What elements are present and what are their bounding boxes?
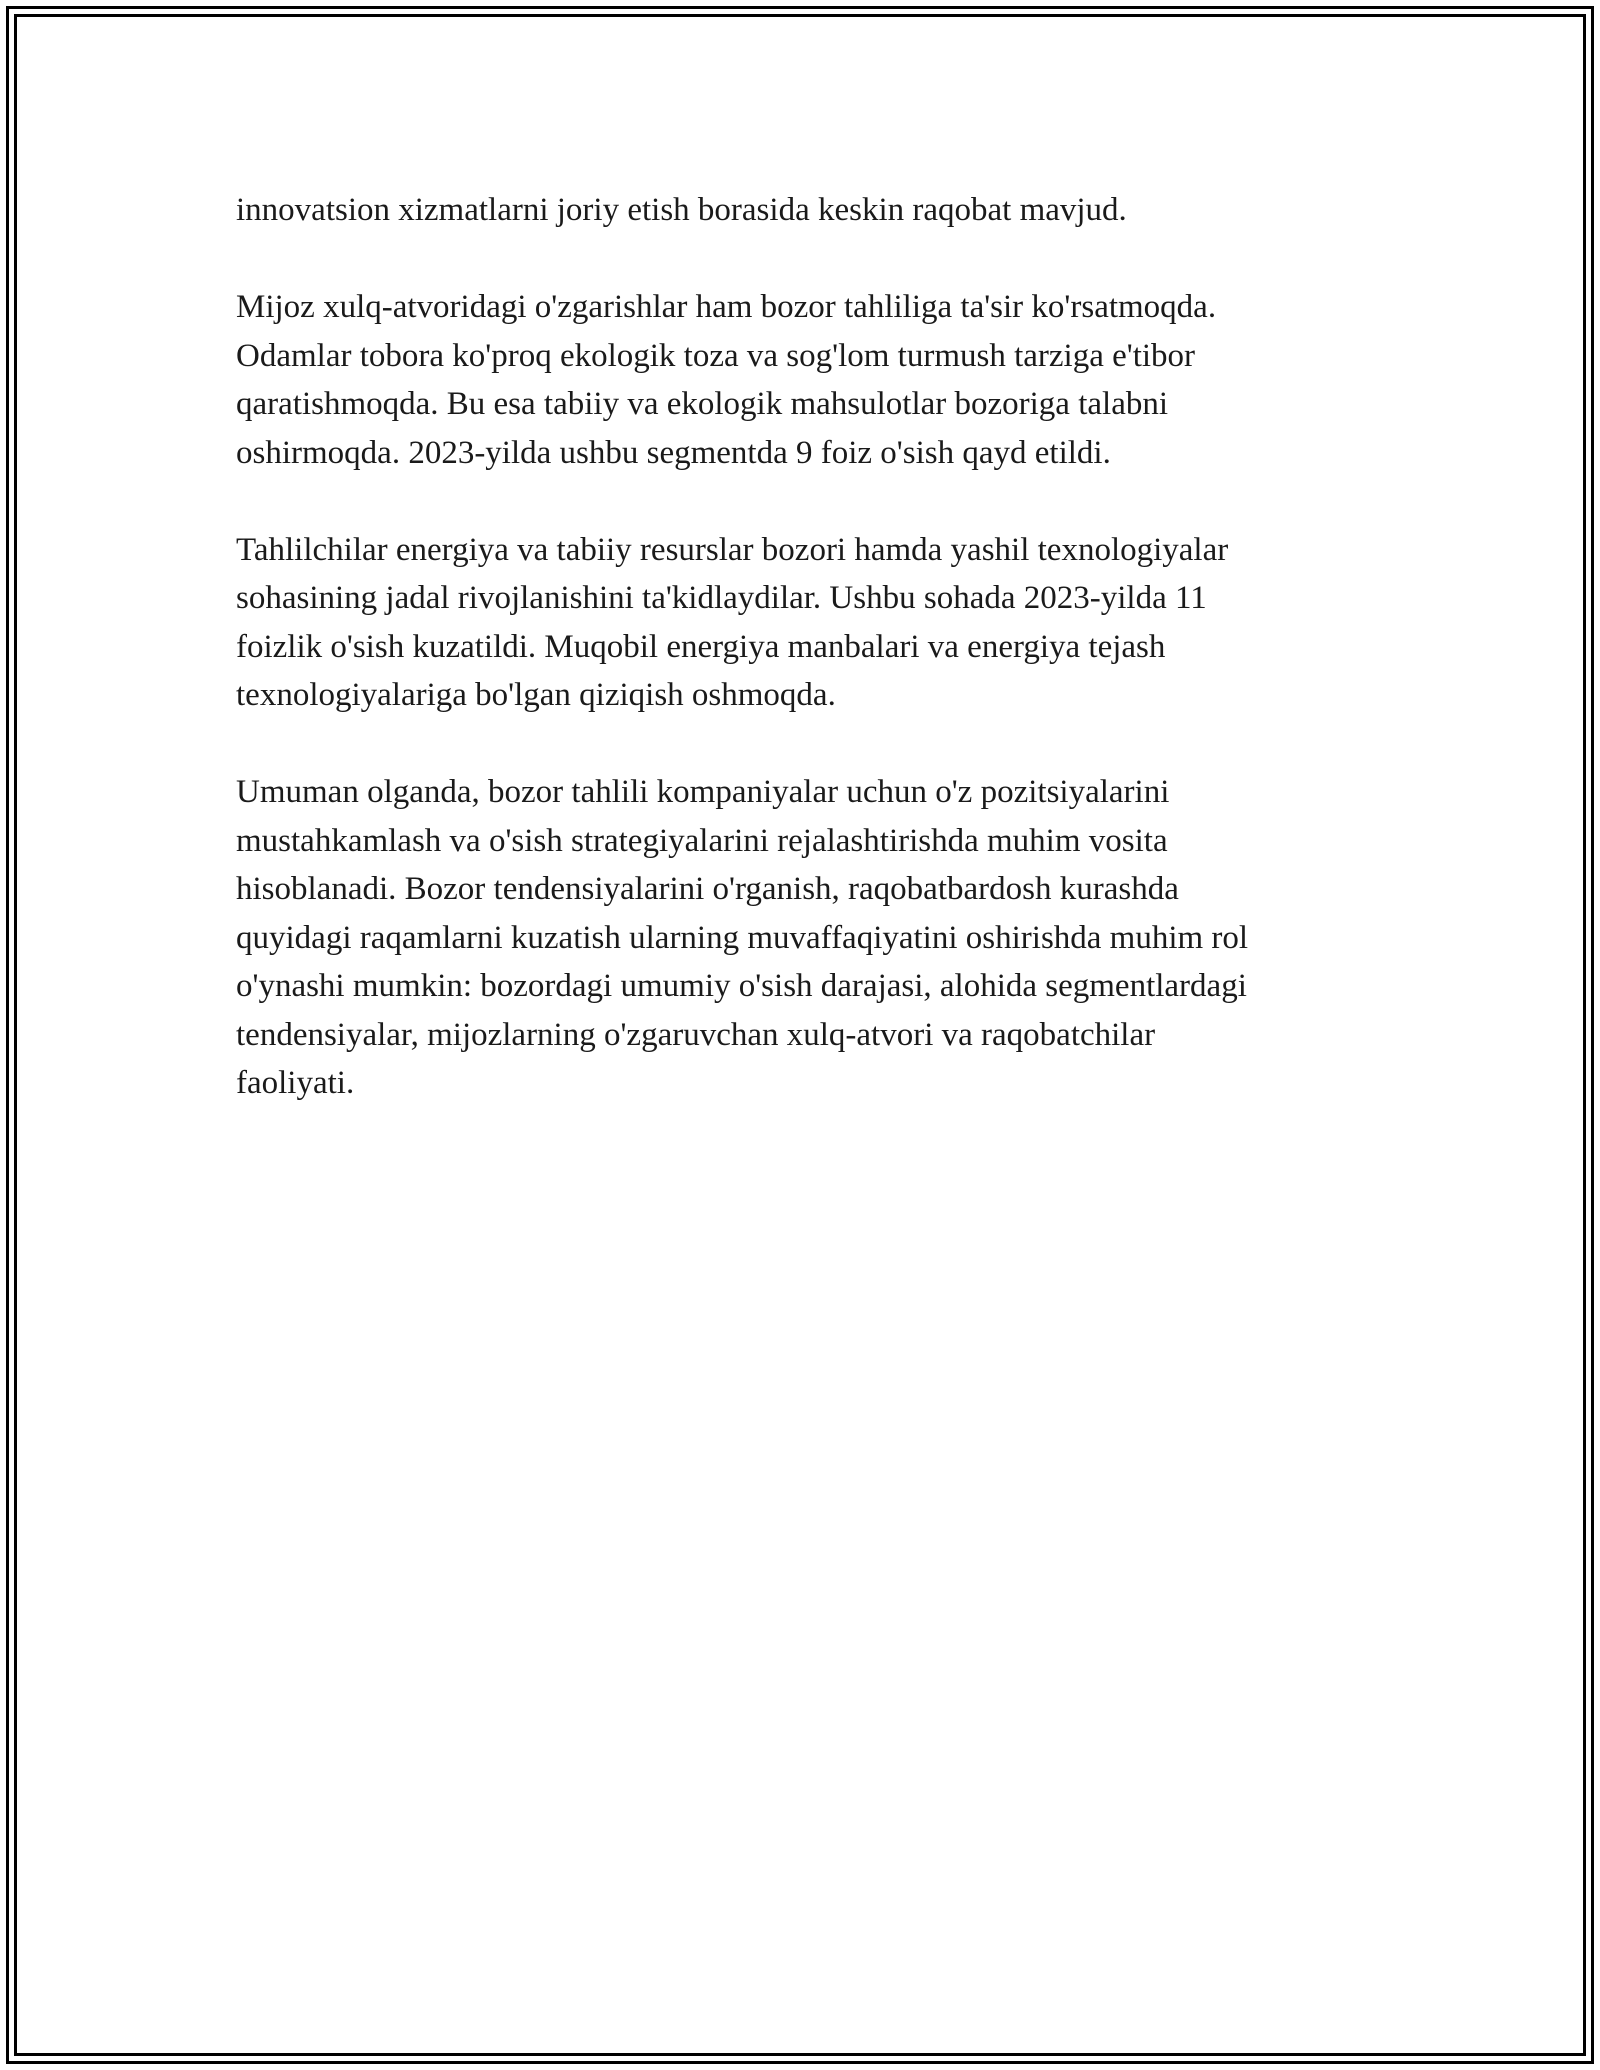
paragraph-4: Umuman olganda, bozor tahlili kompaniyalar uchun o'z pozitsiyalarini mustahkamlash va o'sish strategiyalarini rejalashtirishda muhim vosita hisoblanadi. Bozor tendensiyalarini o'rganish, raqobatbardosh kurashda quyidagi raqamlarni kuzatish ularning muvaffaqiyatini oshirishda muhim rol o'ynashi mumkin: bozordagi umumiy o'sish darajasi, alohida segmentlardagi tendensiyalar, mijozlarning o'zgaruvchan xulq-atvori va raqobatchilar faoliyati. (236, 774, 1249, 1101)
paragraph-2: Mijoz xulq-atvoridagi o'zgarishlar ham bozor tahliliga ta'sir ko'rsatmoqda. Odamlar tobora ko'proq ekologik toza va sog'lom turmush tarziga e'tibor qaratishmoqda. Bu esa tabiiy va ekologik mahsulotlar bozoriga talabni oshirmoqda. 2023-yilda ushbu segmentda 9 foiz o'sish qayd etildi. (236, 289, 1217, 471)
paragraph-3: Tahlilchilar energiya va tabiiy resurslar bozori hamda yashil texnologiyalar sohasining jadal rivojlanishini ta'kidlaydilar. Ushbu sohada 2023-yilda 11 foizlik o'sish kuzatildi. Muqobil energiya manbalari va energiya tejash texnologiyalariga bo'lgan qiziqish oshmoqda. (236, 531, 1229, 713)
document-body (236, 186, 1376, 1156)
paragraph-1: innovatsion xizmatlarni joriy etish borasida keskin raqobat mavjud. (236, 192, 1127, 228)
